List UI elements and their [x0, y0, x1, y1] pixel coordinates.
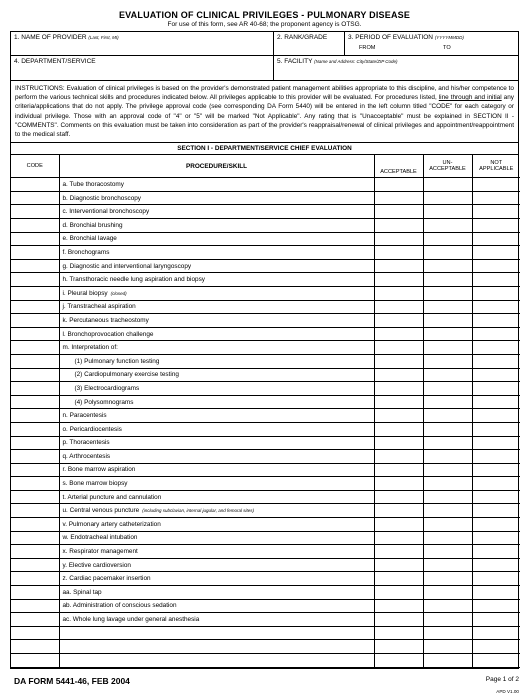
- procedure-label: s. Bone marrow biopsy: [62, 480, 128, 488]
- unacceptable-cell[interactable]: [423, 286, 472, 300]
- code-cell[interactable]: [11, 409, 59, 423]
- procedures-header-row: [11, 155, 520, 178]
- unacceptable-cell[interactable]: [423, 436, 472, 450]
- acceptable-cell[interactable]: [374, 572, 423, 586]
- provider-row: [11, 32, 518, 56]
- procedure-label: aa. Spinal tap: [62, 588, 102, 596]
- procedure-row: [11, 178, 520, 192]
- instructions-text: [11, 81, 518, 143]
- not-applicable-column-header: [472, 155, 520, 178]
- unacceptable-cell[interactable]: [423, 382, 472, 396]
- code-cell[interactable]: [11, 327, 59, 341]
- unacceptable-cell[interactable]: [423, 191, 472, 205]
- not-applicable-cell[interactable]: [472, 640, 520, 654]
- unacceptable-cell[interactable]: [423, 572, 472, 586]
- provider-name-label: 1. NAME OF PROVIDER: [14, 34, 87, 41]
- procedure-row: [11, 422, 520, 436]
- unacceptable-header-line-2: ACCEPTABLE: [429, 166, 466, 173]
- procedure-row: [11, 477, 520, 491]
- not-applicable-cell[interactable]: [472, 450, 520, 464]
- procedures-table: [11, 155, 520, 667]
- not-applicable-cell[interactable]: [472, 463, 520, 477]
- code-cell[interactable]: [11, 178, 59, 192]
- procedure-label: k. Percutaneous tracheostomy: [62, 316, 149, 324]
- procedure-label: r. Bone marrow aspiration: [62, 466, 136, 474]
- procedure-cell: [59, 518, 374, 532]
- acceptable-cell[interactable]: [374, 409, 423, 423]
- unacceptable-header-line-1: UN-: [442, 160, 453, 167]
- acceptable-cell[interactable]: [374, 640, 423, 654]
- procedure-cell: [59, 477, 374, 491]
- unacceptable-cell[interactable]: [423, 654, 472, 668]
- procedure-label: (4) Polysomnograms: [74, 398, 134, 406]
- unacceptable-cell[interactable]: [423, 490, 472, 504]
- form-id: DA FORM 5441-46, FEB 2004: [14, 676, 130, 686]
- procedure-label: j. Transtracheal aspiration: [62, 303, 136, 311]
- procedure-label: (2) Cardiopulmonary exercise testing: [74, 371, 179, 379]
- not-applicable-cell[interactable]: [472, 626, 520, 640]
- acceptable-cell[interactable]: [374, 219, 423, 233]
- acceptable-cell[interactable]: [374, 178, 423, 192]
- procedure-cell: [59, 246, 374, 260]
- acceptable-cell[interactable]: [374, 354, 423, 368]
- code-cell[interactable]: [11, 558, 59, 572]
- acceptable-cell[interactable]: [374, 341, 423, 355]
- code-cell[interactable]: [11, 314, 59, 328]
- provider-name-hint: (Last, First, MI): [88, 35, 119, 40]
- procedure-row: [11, 463, 520, 477]
- not-applicable-cell[interactable]: [472, 504, 520, 518]
- code-cell[interactable]: [11, 273, 59, 287]
- unacceptable-cell[interactable]: [423, 422, 472, 436]
- section-title: SECTION I - DEPARTMENT/SERVICE CHIEF EVALUATION: [11, 143, 518, 155]
- procedure-cell: [59, 273, 374, 287]
- procedure-label: n. Paracentesis: [62, 412, 107, 420]
- procedure-row: [11, 572, 520, 586]
- not-applicable-cell[interactable]: [472, 314, 520, 328]
- rank-grade-label: 2. RANK/GRADE: [277, 34, 328, 41]
- not-applicable-cell[interactable]: [472, 300, 520, 314]
- procedure-row: [11, 354, 520, 368]
- evaluation-form: [10, 10, 519, 669]
- acceptable-cell[interactable]: [374, 205, 423, 219]
- procedure-row: [11, 395, 520, 409]
- not-applicable-cell[interactable]: [472, 409, 520, 423]
- not-applicable-cell[interactable]: [472, 518, 520, 532]
- code-cell[interactable]: [11, 205, 59, 219]
- procedure-note: (including subclavian, internal jugular, and femoral sites): [142, 508, 255, 514]
- not-applicable-cell[interactable]: [472, 436, 520, 450]
- procedure-row: [11, 382, 520, 396]
- procedure-row: [11, 205, 520, 219]
- procedure-cell: [59, 613, 374, 627]
- procedure-cell: [59, 572, 374, 586]
- not-applicable-cell[interactable]: [472, 273, 520, 287]
- instructions-underlined: line through and initial: [438, 94, 502, 102]
- procedure-cell: [59, 422, 374, 436]
- procedure-cell: [59, 558, 374, 572]
- procedure-row: [11, 191, 520, 205]
- procedures-body: [11, 178, 520, 667]
- unacceptable-cell[interactable]: [423, 178, 472, 192]
- code-cell[interactable]: [11, 450, 59, 464]
- acceptable-cell[interactable]: [374, 545, 423, 559]
- acceptable-cell[interactable]: [374, 232, 423, 246]
- procedure-label: p. Thoracentesis: [62, 439, 110, 447]
- procedure-cell: [59, 450, 374, 464]
- procedure-cell: [59, 286, 374, 300]
- unacceptable-cell[interactable]: [423, 259, 472, 273]
- acceptable-cell[interactable]: [374, 463, 423, 477]
- period-to-label: TO: [443, 45, 451, 51]
- procedure-label: z. Cardiac pacemaker insertion: [62, 575, 151, 583]
- code-cell[interactable]: [11, 586, 59, 600]
- procedure-label: ac. Whole lung lavage under general anesthesia: [62, 616, 200, 624]
- code-cell[interactable]: [11, 463, 59, 477]
- acceptable-cell[interactable]: [374, 626, 423, 640]
- not-applicable-header-line-2: APPLICABLE: [479, 166, 514, 173]
- form-title: EVALUATION OF CLINICAL PRIVILEGES - PULMONARY DISEASE: [118, 10, 411, 20]
- procedure-cell: [59, 300, 374, 314]
- code-cell[interactable]: [11, 191, 59, 205]
- not-applicable-cell[interactable]: [472, 219, 520, 233]
- unacceptable-cell[interactable]: [423, 626, 472, 640]
- procedure-row: [11, 286, 520, 300]
- unacceptable-cell[interactable]: [423, 613, 472, 627]
- not-applicable-cell[interactable]: [472, 572, 520, 586]
- not-applicable-cell[interactable]: [472, 395, 520, 409]
- procedure-row: [11, 613, 520, 627]
- procedure-row: [11, 558, 520, 572]
- procedure-label: f. Bronchograms: [62, 248, 110, 256]
- procedure-label: x. Respirator management: [62, 548, 138, 556]
- procedure-note: (closed): [110, 290, 127, 296]
- code-cell[interactable]: [11, 490, 59, 504]
- procedure-row: [11, 327, 520, 341]
- period-of-evaluation-field[interactable]: [345, 32, 518, 55]
- procedure-cell: [59, 368, 374, 382]
- acceptable-cell[interactable]: [374, 599, 423, 613]
- not-applicable-cell[interactable]: [472, 232, 520, 246]
- unacceptable-cell[interactable]: [423, 341, 472, 355]
- procedure-cell: [59, 640, 374, 654]
- not-applicable-cell[interactable]: [472, 586, 520, 600]
- procedure-label: (1) Pulmonary function testing: [74, 357, 160, 365]
- code-cell[interactable]: [11, 219, 59, 233]
- procedure-row: [11, 518, 520, 532]
- procedure-label: h. Transthoracic needle lung aspiration and biopsy: [62, 276, 205, 284]
- unacceptable-cell[interactable]: [423, 273, 472, 287]
- acceptable-cell[interactable]: [374, 558, 423, 572]
- not-applicable-cell[interactable]: [472, 327, 520, 341]
- unacceptable-cell[interactable]: [423, 409, 472, 423]
- procedure-label: q. Arthrocentesis: [62, 452, 111, 460]
- procedure-label: d. Bronchial brushing: [62, 221, 123, 229]
- form-subtitle: For use of this form, see AR 40-68; the proponent agency is OTSG.: [167, 21, 362, 28]
- unacceptable-cell[interactable]: [423, 531, 472, 545]
- procedure-label: m. Interpretation of:: [62, 344, 118, 352]
- not-applicable-cell[interactable]: [472, 613, 520, 627]
- procedure-cell: [59, 259, 374, 273]
- unacceptable-cell[interactable]: [423, 640, 472, 654]
- unacceptable-cell[interactable]: [423, 232, 472, 246]
- procedure-label: u. Central venous puncture: [62, 507, 140, 515]
- code-cell[interactable]: [11, 341, 59, 355]
- unacceptable-cell[interactable]: [423, 586, 472, 600]
- procedure-row: [11, 246, 520, 260]
- acceptable-cell[interactable]: [374, 286, 423, 300]
- acceptable-cell[interactable]: [374, 518, 423, 532]
- unacceptable-cell[interactable]: [423, 314, 472, 328]
- procedure-cell: [59, 599, 374, 613]
- unacceptable-cell[interactable]: [423, 368, 472, 382]
- period-hint: (YYYYMMDD): [434, 35, 464, 40]
- not-applicable-cell[interactable]: [472, 654, 520, 668]
- procedure-row: [11, 626, 520, 640]
- code-cell[interactable]: [11, 545, 59, 559]
- facility-label: 5. FACILITY: [277, 58, 313, 65]
- procedure-cell: [59, 490, 374, 504]
- procedure-label: l. Bronchoprovocation challenge: [62, 330, 154, 338]
- unacceptable-cell[interactable]: [423, 354, 472, 368]
- code-cell[interactable]: [11, 232, 59, 246]
- procedure-cell: [59, 654, 374, 668]
- procedure-row: [11, 599, 520, 613]
- code-cell[interactable]: [11, 259, 59, 273]
- code-cell[interactable]: [11, 477, 59, 491]
- procedure-row: [11, 450, 520, 464]
- acceptable-cell[interactable]: [374, 191, 423, 205]
- procedure-row: [11, 273, 520, 287]
- procedure-row: [11, 504, 520, 518]
- procedure-label: i. Pleural biopsy: [62, 289, 108, 297]
- unacceptable-cell[interactable]: [423, 545, 472, 559]
- procedure-row: [11, 545, 520, 559]
- not-applicable-cell[interactable]: [472, 545, 520, 559]
- acceptable-cell[interactable]: [374, 314, 423, 328]
- code-cell[interactable]: [11, 382, 59, 396]
- procedure-label: c. Interventional bronchoscopy: [62, 208, 150, 216]
- form-grid: [10, 31, 519, 669]
- acceptable-cell[interactable]: [374, 422, 423, 436]
- procedure-cell: [59, 232, 374, 246]
- procedure-row: [11, 219, 520, 233]
- period-from-label: FROM: [359, 45, 376, 51]
- unacceptable-cell[interactable]: [423, 518, 472, 532]
- procedure-cell: [59, 219, 374, 233]
- not-applicable-cell[interactable]: [472, 354, 520, 368]
- acceptable-cell[interactable]: [374, 613, 423, 627]
- procedure-label: t. Arterial puncture and cannulation: [62, 493, 162, 501]
- not-applicable-cell[interactable]: [472, 490, 520, 504]
- acceptable-cell[interactable]: [374, 586, 423, 600]
- procedure-row: [11, 259, 520, 273]
- acceptable-cell[interactable]: [374, 327, 423, 341]
- code-cell[interactable]: [11, 599, 59, 613]
- procedure-label: o. Pericardiocentesis: [62, 425, 122, 433]
- acceptable-cell[interactable]: [374, 368, 423, 382]
- not-applicable-cell[interactable]: [472, 368, 520, 382]
- acceptable-cell[interactable]: [374, 477, 423, 491]
- procedure-label: g. Diagnostic and interventional laryngoscopy: [62, 262, 192, 270]
- unacceptable-column-header: [423, 155, 472, 178]
- procedure-label: ab. Administration of conscious sedation: [62, 602, 177, 610]
- procedure-cell: [59, 586, 374, 600]
- acceptable-cell[interactable]: [374, 531, 423, 545]
- procedure-cell: [59, 545, 374, 559]
- unacceptable-cell[interactable]: [423, 205, 472, 219]
- procedure-row: [11, 409, 520, 423]
- facility-field[interactable]: [274, 56, 518, 80]
- procedure-row: [11, 314, 520, 328]
- not-applicable-cell[interactable]: [472, 599, 520, 613]
- not-applicable-cell[interactable]: [472, 422, 520, 436]
- acceptable-cell[interactable]: [374, 504, 423, 518]
- department-row: [11, 56, 518, 81]
- procedure-cell: [59, 205, 374, 219]
- unacceptable-cell[interactable]: [423, 219, 472, 233]
- procedure-label: y. Elective cardioversion: [62, 561, 131, 569]
- not-applicable-header-line-1: NOT: [490, 160, 503, 167]
- unacceptable-cell[interactable]: [423, 450, 472, 464]
- not-applicable-cell[interactable]: [472, 246, 520, 260]
- procedure-cell: [59, 327, 374, 341]
- not-applicable-cell[interactable]: [472, 191, 520, 205]
- provider-name-field[interactable]: [11, 32, 274, 55]
- procedure-row: [11, 368, 520, 382]
- procedure-row: [11, 586, 520, 600]
- code-cell[interactable]: [11, 626, 59, 640]
- code-cell[interactable]: [11, 518, 59, 532]
- code-cell[interactable]: [11, 613, 59, 627]
- not-applicable-cell[interactable]: [472, 558, 520, 572]
- department-label: 4. DEPARTMENT/SERVICE: [14, 58, 96, 65]
- procedure-label: e. Bronchial lavage: [62, 235, 117, 243]
- procedure-row: [11, 531, 520, 545]
- code-cell[interactable]: [11, 572, 59, 586]
- instructions-part-1: INSTRUCTIONS: Evaluation of clinical privileges is based on the provider's demonstrated patient management abilities appropriate to this discipline, and his/her competence to perform the various technical skills and procedures indicated below. All privileges applicable to this provider will be evaluated. For procedures listed,: [15, 85, 514, 102]
- acceptable-cell[interactable]: [374, 273, 423, 287]
- not-applicable-cell[interactable]: [472, 531, 520, 545]
- procedure-label: (3) Electrocardiograms: [74, 384, 140, 392]
- not-applicable-cell[interactable]: [472, 477, 520, 491]
- unacceptable-cell[interactable]: [423, 327, 472, 341]
- code-cell[interactable]: [11, 395, 59, 409]
- not-applicable-cell[interactable]: [472, 382, 520, 396]
- code-cell[interactable]: [11, 422, 59, 436]
- procedure-cell: [59, 354, 374, 368]
- procedure-cell: [59, 626, 374, 640]
- not-applicable-cell[interactable]: [472, 205, 520, 219]
- acceptable-cell[interactable]: [374, 395, 423, 409]
- acceptable-cell[interactable]: [374, 300, 423, 314]
- unacceptable-cell[interactable]: [423, 504, 472, 518]
- code-cell[interactable]: [11, 531, 59, 545]
- code-cell[interactable]: [11, 504, 59, 518]
- acceptable-cell[interactable]: [374, 436, 423, 450]
- not-applicable-cell[interactable]: [472, 178, 520, 192]
- procedure-label: v. Pulmonary artery catheterization: [62, 520, 161, 528]
- procedure-row: [11, 640, 520, 654]
- procedure-label: b. Diagnostic bronchoscopy: [62, 194, 142, 202]
- not-applicable-cell[interactable]: [472, 259, 520, 273]
- procedure-row: [11, 232, 520, 246]
- procedure-cell: [59, 504, 374, 518]
- procedure-cell: [59, 314, 374, 328]
- procedure-cell: [59, 409, 374, 423]
- procedure-label: w. Endotracheal intubation: [62, 534, 138, 542]
- procedure-cell: [59, 531, 374, 545]
- code-cell[interactable]: [11, 286, 59, 300]
- acceptable-cell[interactable]: [374, 259, 423, 273]
- unacceptable-cell[interactable]: [423, 395, 472, 409]
- procedure-cell: [59, 191, 374, 205]
- procedure-row: [11, 654, 520, 668]
- rank-grade-field[interactable]: [274, 32, 345, 55]
- unacceptable-cell[interactable]: [423, 558, 472, 572]
- code-column-header: CODE: [11, 155, 59, 178]
- procedure-cell: [59, 178, 374, 192]
- department-service-field[interactable]: [11, 56, 274, 80]
- not-applicable-cell[interactable]: [472, 341, 520, 355]
- procedure-cell: [59, 463, 374, 477]
- acceptable-cell[interactable]: [374, 450, 423, 464]
- unacceptable-cell[interactable]: [423, 463, 472, 477]
- code-cell[interactable]: [11, 436, 59, 450]
- not-applicable-cell[interactable]: [472, 286, 520, 300]
- acceptable-cell[interactable]: [374, 246, 423, 260]
- apd-version: APD V1.00: [496, 689, 519, 694]
- code-cell[interactable]: [11, 368, 59, 382]
- procedure-label: a. Tube thoracostomy: [62, 181, 124, 189]
- acceptable-cell[interactable]: [374, 654, 423, 668]
- procedure-row: [11, 341, 520, 355]
- code-cell[interactable]: [11, 654, 59, 668]
- procedure-cell: [59, 382, 374, 396]
- procedure-row: [11, 300, 520, 314]
- code-cell[interactable]: [11, 246, 59, 260]
- acceptable-cell[interactable]: [374, 382, 423, 396]
- code-cell[interactable]: [11, 300, 59, 314]
- code-cell[interactable]: [11, 354, 59, 368]
- acceptable-column-header: ACCEPTABLE: [374, 155, 423, 178]
- procedure-row: [11, 490, 520, 504]
- unacceptable-cell[interactable]: [423, 477, 472, 491]
- facility-hint: (Name and Address: City/State/ZIP Code): [314, 59, 398, 64]
- procedure-column-header: PROCEDURE/SKILL: [59, 155, 374, 178]
- code-cell[interactable]: [11, 640, 59, 654]
- unacceptable-cell[interactable]: [423, 246, 472, 260]
- procedure-cell: [59, 395, 374, 409]
- procedure-cell: [59, 436, 374, 450]
- period-label: 3. PERIOD OF EVALUATION: [348, 34, 433, 41]
- page-number: Page 1 of 2: [485, 676, 519, 683]
- unacceptable-cell[interactable]: [423, 300, 472, 314]
- procedure-cell: [59, 341, 374, 355]
- instructions-part-2: any criteria/applications that do not apply. The privilege approval code (see corresponding DA Form 5440) will be entered in the left column titled "CODE" for each category or individual privilege. Those with an approval code of "4" or "5" will be marked "Not Applicable". Any rating that is "Unacceptable" must be explained in SECTION II - "COMMENTS". Comments on this evaluation must be taken into consideration as part of the provider's reappraisal/renewal of clinical privileges and appointment/reappointment to the medical staff.: [15, 94, 514, 139]
- unacceptable-cell[interactable]: [423, 599, 472, 613]
- acceptable-cell[interactable]: [374, 490, 423, 504]
- procedure-row: [11, 436, 520, 450]
